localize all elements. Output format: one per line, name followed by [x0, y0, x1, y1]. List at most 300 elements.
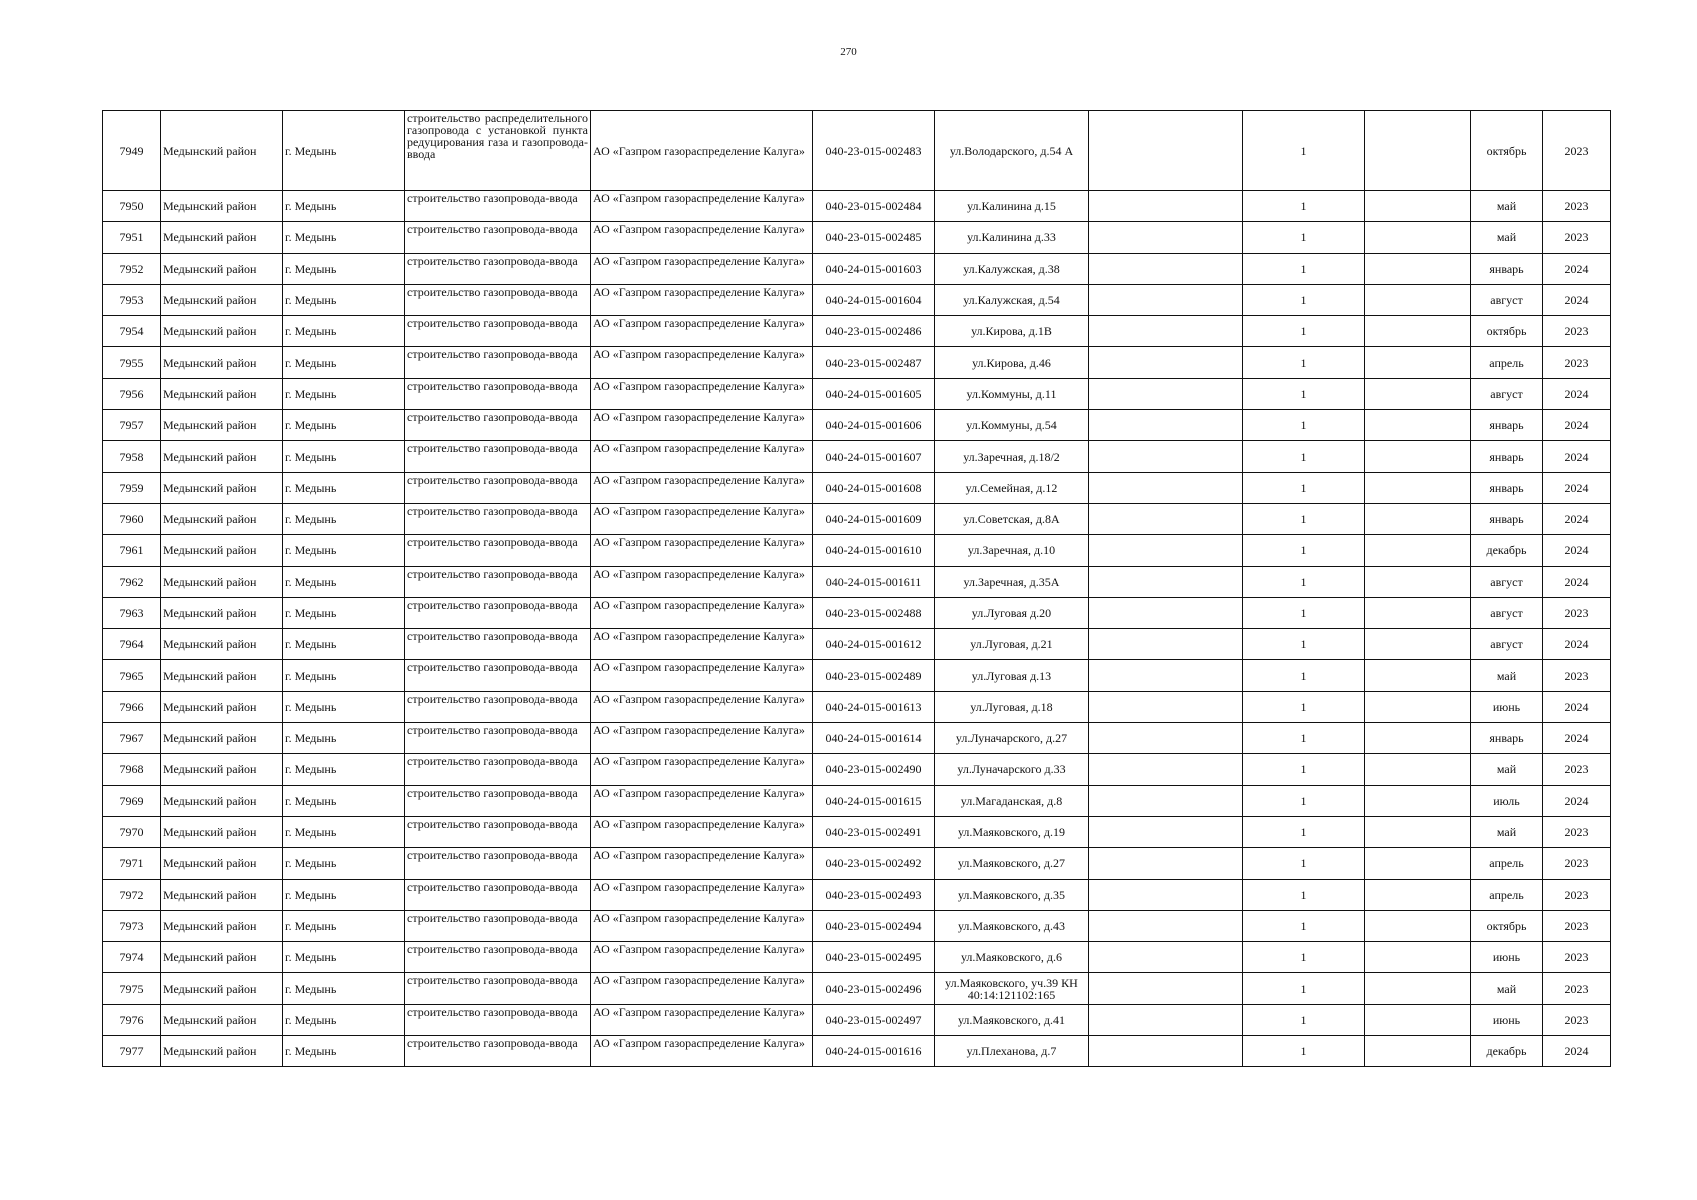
district-cell: Медынский район	[161, 222, 283, 253]
month-cell: май	[1471, 754, 1543, 785]
gasification-table	[102, 110, 1611, 1067]
empty-cell	[1365, 691, 1471, 722]
empty-cell	[1365, 503, 1471, 534]
address-cell: ул.Коммуны, д.54	[935, 410, 1089, 441]
row-number-cell: 7976	[103, 1004, 161, 1035]
project-code-cell: 040-24-015-001606	[813, 410, 935, 441]
organization-cell: АО «Газпром газораспределение Калуга»	[591, 848, 813, 879]
address-cell: ул.Калинина д.15	[935, 191, 1089, 222]
project-code-cell: 040-24-015-001604	[813, 284, 935, 315]
month-cell: январь	[1471, 441, 1543, 472]
empty-cell	[1365, 816, 1471, 847]
month-cell: май	[1471, 191, 1543, 222]
project-code-cell: 040-23-015-002491	[813, 816, 935, 847]
month-cell: июнь	[1471, 942, 1543, 973]
work-description-cell: строительство газопровода-ввода	[405, 1036, 591, 1067]
organization-cell: АО «Газпром газораспределение Калуга»	[591, 441, 813, 472]
district-cell: Медынский район	[161, 691, 283, 722]
organization-cell: АО «Газпром газораспределение Калуга»	[591, 660, 813, 691]
project-code-cell: 040-24-015-001614	[813, 723, 935, 754]
empty-cell	[1089, 660, 1243, 691]
district-cell: Медынский район	[161, 566, 283, 597]
organization-cell: АО «Газпром газораспределение Калуга»	[591, 566, 813, 597]
month-cell: май	[1471, 973, 1543, 1004]
address-cell: ул.Маяковского, уч.39 КН 40:14:121102:165	[935, 973, 1089, 1004]
organization-cell: АО «Газпром газораспределение Калуга»	[591, 910, 813, 941]
work-description-cell: строительство газопровода-ввода	[405, 410, 591, 441]
table-row	[103, 566, 1611, 597]
empty-cell	[1089, 535, 1243, 566]
town-cell: г. Медынь	[283, 222, 405, 253]
empty-cell	[1365, 723, 1471, 754]
organization-cell: АО «Газпром газораспределение Калуга»	[591, 942, 813, 973]
row-number-cell: 7962	[103, 566, 161, 597]
project-code-cell: 040-24-015-001615	[813, 785, 935, 816]
quantity-cell: 1	[1243, 816, 1365, 847]
month-cell: июль	[1471, 785, 1543, 816]
organization-cell: АО «Газпром газораспределение Калуга»	[591, 785, 813, 816]
work-description-cell: строительство газопровода-ввода	[405, 253, 591, 284]
empty-cell	[1365, 785, 1471, 816]
row-number-cell: 7972	[103, 879, 161, 910]
empty-cell	[1365, 191, 1471, 222]
town-cell: г. Медынь	[283, 253, 405, 284]
month-cell: август	[1471, 597, 1543, 628]
table-row	[103, 942, 1611, 973]
row-number-cell: 7955	[103, 347, 161, 378]
month-cell: август	[1471, 378, 1543, 409]
month-cell: октябрь	[1471, 910, 1543, 941]
district-cell: Медынский район	[161, 316, 283, 347]
row-number-cell: 7969	[103, 785, 161, 816]
work-description-cell: строительство распределительного газопровода с установкой пункта редуцирования газа и газопровода-ввода	[405, 111, 591, 191]
town-cell: г. Медынь	[283, 378, 405, 409]
table-row	[103, 535, 1611, 566]
table-row	[103, 879, 1611, 910]
empty-cell	[1365, 1036, 1471, 1067]
quantity-cell: 1	[1243, 1036, 1365, 1067]
empty-cell	[1089, 472, 1243, 503]
month-cell: июнь	[1471, 1004, 1543, 1035]
table-row	[103, 816, 1611, 847]
district-cell: Медынский район	[161, 942, 283, 973]
project-code-cell: 040-23-015-002484	[813, 191, 935, 222]
quantity-cell: 1	[1243, 222, 1365, 253]
work-description-cell: строительство газопровода-ввода	[405, 566, 591, 597]
district-cell: Медынский район	[161, 910, 283, 941]
district-cell: Медынский район	[161, 660, 283, 691]
address-cell: ул.Магаданская, д.8	[935, 785, 1089, 816]
empty-cell	[1089, 111, 1243, 191]
work-description-cell: строительство газопровода-ввода	[405, 535, 591, 566]
month-cell: июнь	[1471, 691, 1543, 722]
quantity-cell: 1	[1243, 910, 1365, 941]
organization-cell: АО «Газпром газораспределение Калуга»	[591, 691, 813, 722]
organization-cell: АО «Газпром газораспределение Калуга»	[591, 973, 813, 1004]
project-code-cell: 040-23-015-002483	[813, 111, 935, 191]
address-cell: ул.Луговая, д.21	[935, 629, 1089, 660]
organization-cell: АО «Газпром газораспределение Калуга»	[591, 629, 813, 660]
quantity-cell: 1	[1243, 660, 1365, 691]
work-description-cell: строительство газопровода-ввода	[405, 910, 591, 941]
town-cell: г. Медынь	[283, 816, 405, 847]
work-description-cell: строительство газопровода-ввода	[405, 1004, 591, 1035]
organization-cell: АО «Газпром газораспределение Калуга»	[591, 535, 813, 566]
month-cell: май	[1471, 660, 1543, 691]
empty-cell	[1365, 253, 1471, 284]
empty-cell	[1089, 191, 1243, 222]
year-cell: 2023	[1543, 973, 1611, 1004]
town-cell: г. Медынь	[283, 1036, 405, 1067]
month-cell: январь	[1471, 410, 1543, 441]
row-number-cell: 7965	[103, 660, 161, 691]
empty-cell	[1089, 723, 1243, 754]
empty-cell	[1365, 284, 1471, 315]
month-cell: январь	[1471, 253, 1543, 284]
row-number-cell: 7953	[103, 284, 161, 315]
address-cell: ул.Маяковского, д.41	[935, 1004, 1089, 1035]
district-cell: Медынский район	[161, 597, 283, 628]
row-number-cell: 7961	[103, 535, 161, 566]
project-code-cell: 040-23-015-002492	[813, 848, 935, 879]
organization-cell: АО «Газпром газораспределение Калуга»	[591, 378, 813, 409]
row-number-cell: 7971	[103, 848, 161, 879]
work-description-cell: строительство газопровода-ввода	[405, 284, 591, 315]
table-row	[103, 785, 1611, 816]
address-cell: ул.Плеханова, д.7	[935, 1036, 1089, 1067]
row-number-cell: 7951	[103, 222, 161, 253]
table-row	[103, 503, 1611, 534]
table-row	[103, 691, 1611, 722]
work-description-cell: строительство газопровода-ввода	[405, 879, 591, 910]
project-code-cell: 040-24-015-001613	[813, 691, 935, 722]
quantity-cell: 1	[1243, 347, 1365, 378]
organization-cell: АО «Газпром газораспределение Калуга»	[591, 1004, 813, 1035]
organization-cell: АО «Газпром газораспределение Калуга»	[591, 503, 813, 534]
quantity-cell: 1	[1243, 754, 1365, 785]
month-cell: август	[1471, 629, 1543, 660]
address-cell: ул.Луначарского, д.27	[935, 723, 1089, 754]
table-row	[103, 222, 1611, 253]
empty-cell	[1365, 472, 1471, 503]
year-cell: 2024	[1543, 503, 1611, 534]
row-number-cell: 7964	[103, 629, 161, 660]
work-description-cell: строительство газопровода-ввода	[405, 441, 591, 472]
district-cell: Медынский район	[161, 723, 283, 754]
address-cell: ул.Заречная, д.18/2	[935, 441, 1089, 472]
empty-cell	[1089, 1004, 1243, 1035]
month-cell: апрель	[1471, 347, 1543, 378]
table-row	[103, 1036, 1611, 1067]
year-cell: 2023	[1543, 942, 1611, 973]
year-cell: 2023	[1543, 347, 1611, 378]
quantity-cell: 1	[1243, 284, 1365, 315]
town-cell: г. Медынь	[283, 691, 405, 722]
table-row	[103, 441, 1611, 472]
district-cell: Медынский район	[161, 754, 283, 785]
town-cell: г. Медынь	[283, 410, 405, 441]
quantity-cell: 1	[1243, 597, 1365, 628]
quantity-cell: 1	[1243, 691, 1365, 722]
quantity-cell: 1	[1243, 723, 1365, 754]
empty-cell	[1089, 629, 1243, 660]
town-cell: г. Медынь	[283, 785, 405, 816]
row-number-cell: 7970	[103, 816, 161, 847]
district-cell: Медынский район	[161, 629, 283, 660]
row-number-cell: 7954	[103, 316, 161, 347]
year-cell: 2023	[1543, 879, 1611, 910]
quantity-cell: 1	[1243, 191, 1365, 222]
work-description-cell: строительство газопровода-ввода	[405, 942, 591, 973]
row-number-cell: 7967	[103, 723, 161, 754]
town-cell: г. Медынь	[283, 111, 405, 191]
row-number-cell: 7949	[103, 111, 161, 191]
address-cell: ул.Володарского, д.54 А	[935, 111, 1089, 191]
town-cell: г. Медынь	[283, 942, 405, 973]
year-cell: 2023	[1543, 848, 1611, 879]
organization-cell: АО «Газпром газораспределение Калуга»	[591, 410, 813, 441]
year-cell: 2024	[1543, 253, 1611, 284]
work-description-cell: строительство газопровода-ввода	[405, 316, 591, 347]
row-number-cell: 7973	[103, 910, 161, 941]
year-cell: 2024	[1543, 691, 1611, 722]
year-cell: 2023	[1543, 660, 1611, 691]
town-cell: г. Медынь	[283, 1004, 405, 1035]
project-code-cell: 040-24-015-001610	[813, 535, 935, 566]
row-number-cell: 7968	[103, 754, 161, 785]
empty-cell	[1365, 942, 1471, 973]
table-row	[103, 910, 1611, 941]
empty-cell	[1089, 691, 1243, 722]
table-body	[103, 111, 1611, 1067]
year-cell: 2024	[1543, 378, 1611, 409]
district-cell: Медынский район	[161, 816, 283, 847]
work-description-cell: строительство газопровода-ввода	[405, 191, 591, 222]
row-number-cell: 7952	[103, 253, 161, 284]
town-cell: г. Медынь	[283, 316, 405, 347]
town-cell: г. Медынь	[283, 441, 405, 472]
year-cell: 2023	[1543, 754, 1611, 785]
table-row	[103, 472, 1611, 503]
year-cell: 2023	[1543, 816, 1611, 847]
row-number-cell: 7977	[103, 1036, 161, 1067]
row-number-cell: 7956	[103, 378, 161, 409]
month-cell: декабрь	[1471, 535, 1543, 566]
year-cell: 2023	[1543, 191, 1611, 222]
town-cell: г. Медынь	[283, 472, 405, 503]
year-cell: 2024	[1543, 723, 1611, 754]
year-cell: 2023	[1543, 597, 1611, 628]
town-cell: г. Медынь	[283, 191, 405, 222]
address-cell: ул.Калужская, д.38	[935, 253, 1089, 284]
address-cell: ул.Луначарского д.33	[935, 754, 1089, 785]
organization-cell: АО «Газпром газораспределение Калуга»	[591, 316, 813, 347]
town-cell: г. Медынь	[283, 754, 405, 785]
address-cell: ул.Маяковского, д.27	[935, 848, 1089, 879]
year-cell: 2023	[1543, 222, 1611, 253]
district-cell: Медынский район	[161, 111, 283, 191]
organization-cell: АО «Газпром газораспределение Калуга»	[591, 816, 813, 847]
district-cell: Медынский район	[161, 1036, 283, 1067]
address-cell: ул.Калинина д.33	[935, 222, 1089, 253]
empty-cell	[1365, 410, 1471, 441]
project-code-cell: 040-23-015-002493	[813, 879, 935, 910]
project-code-cell: 040-23-015-002485	[813, 222, 935, 253]
empty-cell	[1089, 597, 1243, 628]
table-row	[103, 316, 1611, 347]
district-cell: Медынский район	[161, 1004, 283, 1035]
table-row	[103, 1004, 1611, 1035]
empty-cell	[1089, 378, 1243, 409]
address-cell: ул.Советская, д.8А	[935, 503, 1089, 534]
district-cell: Медынский район	[161, 378, 283, 409]
table-row	[103, 848, 1611, 879]
work-description-cell: строительство газопровода-ввода	[405, 347, 591, 378]
row-number-cell: 7959	[103, 472, 161, 503]
year-cell: 2024	[1543, 441, 1611, 472]
empty-cell	[1365, 316, 1471, 347]
empty-cell	[1089, 816, 1243, 847]
year-cell: 2023	[1543, 316, 1611, 347]
empty-cell	[1089, 848, 1243, 879]
month-cell: апрель	[1471, 879, 1543, 910]
organization-cell: АО «Газпром газораспределение Калуга»	[591, 754, 813, 785]
empty-cell	[1089, 441, 1243, 472]
quantity-cell: 1	[1243, 1004, 1365, 1035]
district-cell: Медынский район	[161, 848, 283, 879]
year-cell: 2023	[1543, 910, 1611, 941]
work-description-cell: строительство газопровода-ввода	[405, 848, 591, 879]
district-cell: Медынский район	[161, 785, 283, 816]
empty-cell	[1089, 942, 1243, 973]
organization-cell: АО «Газпром газораспределение Калуга»	[591, 879, 813, 910]
town-cell: г. Медынь	[283, 910, 405, 941]
empty-cell	[1365, 629, 1471, 660]
row-number-cell: 7950	[103, 191, 161, 222]
address-cell: ул.Заречная, д.35А	[935, 566, 1089, 597]
address-cell: ул.Калужская, д.54	[935, 284, 1089, 315]
empty-cell	[1089, 910, 1243, 941]
organization-cell: АО «Газпром газораспределение Калуга»	[591, 472, 813, 503]
row-number-cell: 7974	[103, 942, 161, 973]
month-cell: апрель	[1471, 848, 1543, 879]
project-code-cell: 040-24-015-001603	[813, 253, 935, 284]
table-row	[103, 723, 1611, 754]
work-description-cell: строительство газопровода-ввода	[405, 378, 591, 409]
project-code-cell: 040-23-015-002489	[813, 660, 935, 691]
table-row	[103, 973, 1611, 1004]
project-code-cell: 040-24-015-001607	[813, 441, 935, 472]
year-cell: 2024	[1543, 535, 1611, 566]
town-cell: г. Медынь	[283, 629, 405, 660]
project-code-cell: 040-24-015-001612	[813, 629, 935, 660]
year-cell: 2024	[1543, 472, 1611, 503]
town-cell: г. Медынь	[283, 284, 405, 315]
work-description-cell: строительство газопровода-ввода	[405, 691, 591, 722]
quantity-cell: 1	[1243, 316, 1365, 347]
page-number: 270	[840, 46, 857, 58]
town-cell: г. Медынь	[283, 347, 405, 378]
project-code-cell: 040-24-015-001616	[813, 1036, 935, 1067]
year-cell: 2024	[1543, 785, 1611, 816]
work-description-cell: строительство газопровода-ввода	[405, 973, 591, 1004]
project-code-cell: 040-23-015-002495	[813, 942, 935, 973]
month-cell: август	[1471, 284, 1543, 315]
district-cell: Медынский район	[161, 191, 283, 222]
project-code-cell: 040-23-015-002488	[813, 597, 935, 628]
address-cell: ул.Луговая д.13	[935, 660, 1089, 691]
address-cell: ул.Луговая, д.18	[935, 691, 1089, 722]
organization-cell: АО «Газпром газораспределение Калуга»	[591, 111, 813, 191]
empty-cell	[1365, 1004, 1471, 1035]
month-cell: август	[1471, 566, 1543, 597]
organization-cell: АО «Газпром газораспределение Калуга»	[591, 723, 813, 754]
organization-cell: АО «Газпром газораспределение Калуга»	[591, 1036, 813, 1067]
project-code-cell: 040-23-015-002497	[813, 1004, 935, 1035]
empty-cell	[1365, 111, 1471, 191]
quantity-cell: 1	[1243, 111, 1365, 191]
town-cell: г. Медынь	[283, 723, 405, 754]
empty-cell	[1365, 222, 1471, 253]
month-cell: январь	[1471, 503, 1543, 534]
quantity-cell: 1	[1243, 441, 1365, 472]
empty-cell	[1365, 973, 1471, 1004]
quantity-cell: 1	[1243, 472, 1365, 503]
table-row	[103, 284, 1611, 315]
empty-cell	[1089, 222, 1243, 253]
project-code-cell: 040-24-015-001605	[813, 378, 935, 409]
month-cell: январь	[1471, 723, 1543, 754]
work-description-cell: строительство газопровода-ввода	[405, 222, 591, 253]
work-description-cell: строительство газопровода-ввода	[405, 660, 591, 691]
town-cell: г. Медынь	[283, 660, 405, 691]
organization-cell: АО «Газпром газораспределение Калуга»	[591, 597, 813, 628]
row-number-cell: 7975	[103, 973, 161, 1004]
empty-cell	[1365, 597, 1471, 628]
town-cell: г. Медынь	[283, 597, 405, 628]
empty-cell	[1089, 1036, 1243, 1067]
address-cell: ул.Луговая д.20	[935, 597, 1089, 628]
table-row	[103, 410, 1611, 441]
month-cell: октябрь	[1471, 111, 1543, 191]
work-description-cell: строительство газопровода-ввода	[405, 754, 591, 785]
address-cell: ул.Кирова, д.1В	[935, 316, 1089, 347]
month-cell: май	[1471, 222, 1543, 253]
project-code-cell: 040-24-015-001609	[813, 503, 935, 534]
district-cell: Медынский район	[161, 284, 283, 315]
empty-cell	[1365, 378, 1471, 409]
town-cell: г. Медынь	[283, 503, 405, 534]
work-description-cell: строительство газопровода-ввода	[405, 816, 591, 847]
quantity-cell: 1	[1243, 879, 1365, 910]
work-description-cell: строительство газопровода-ввода	[405, 472, 591, 503]
month-cell: декабрь	[1471, 1036, 1543, 1067]
table-row	[103, 111, 1611, 191]
address-cell: ул.Кирова, д.46	[935, 347, 1089, 378]
address-cell: ул.Коммуны, д.11	[935, 378, 1089, 409]
quantity-cell: 1	[1243, 410, 1365, 441]
quantity-cell: 1	[1243, 566, 1365, 597]
empty-cell	[1365, 660, 1471, 691]
month-cell: январь	[1471, 472, 1543, 503]
empty-cell	[1365, 910, 1471, 941]
project-code-cell: 040-24-015-001608	[813, 472, 935, 503]
work-description-cell: строительство газопровода-ввода	[405, 723, 591, 754]
table-row	[103, 191, 1611, 222]
address-cell: ул.Семейная, д.12	[935, 472, 1089, 503]
quantity-cell: 1	[1243, 629, 1365, 660]
quantity-cell: 1	[1243, 848, 1365, 879]
